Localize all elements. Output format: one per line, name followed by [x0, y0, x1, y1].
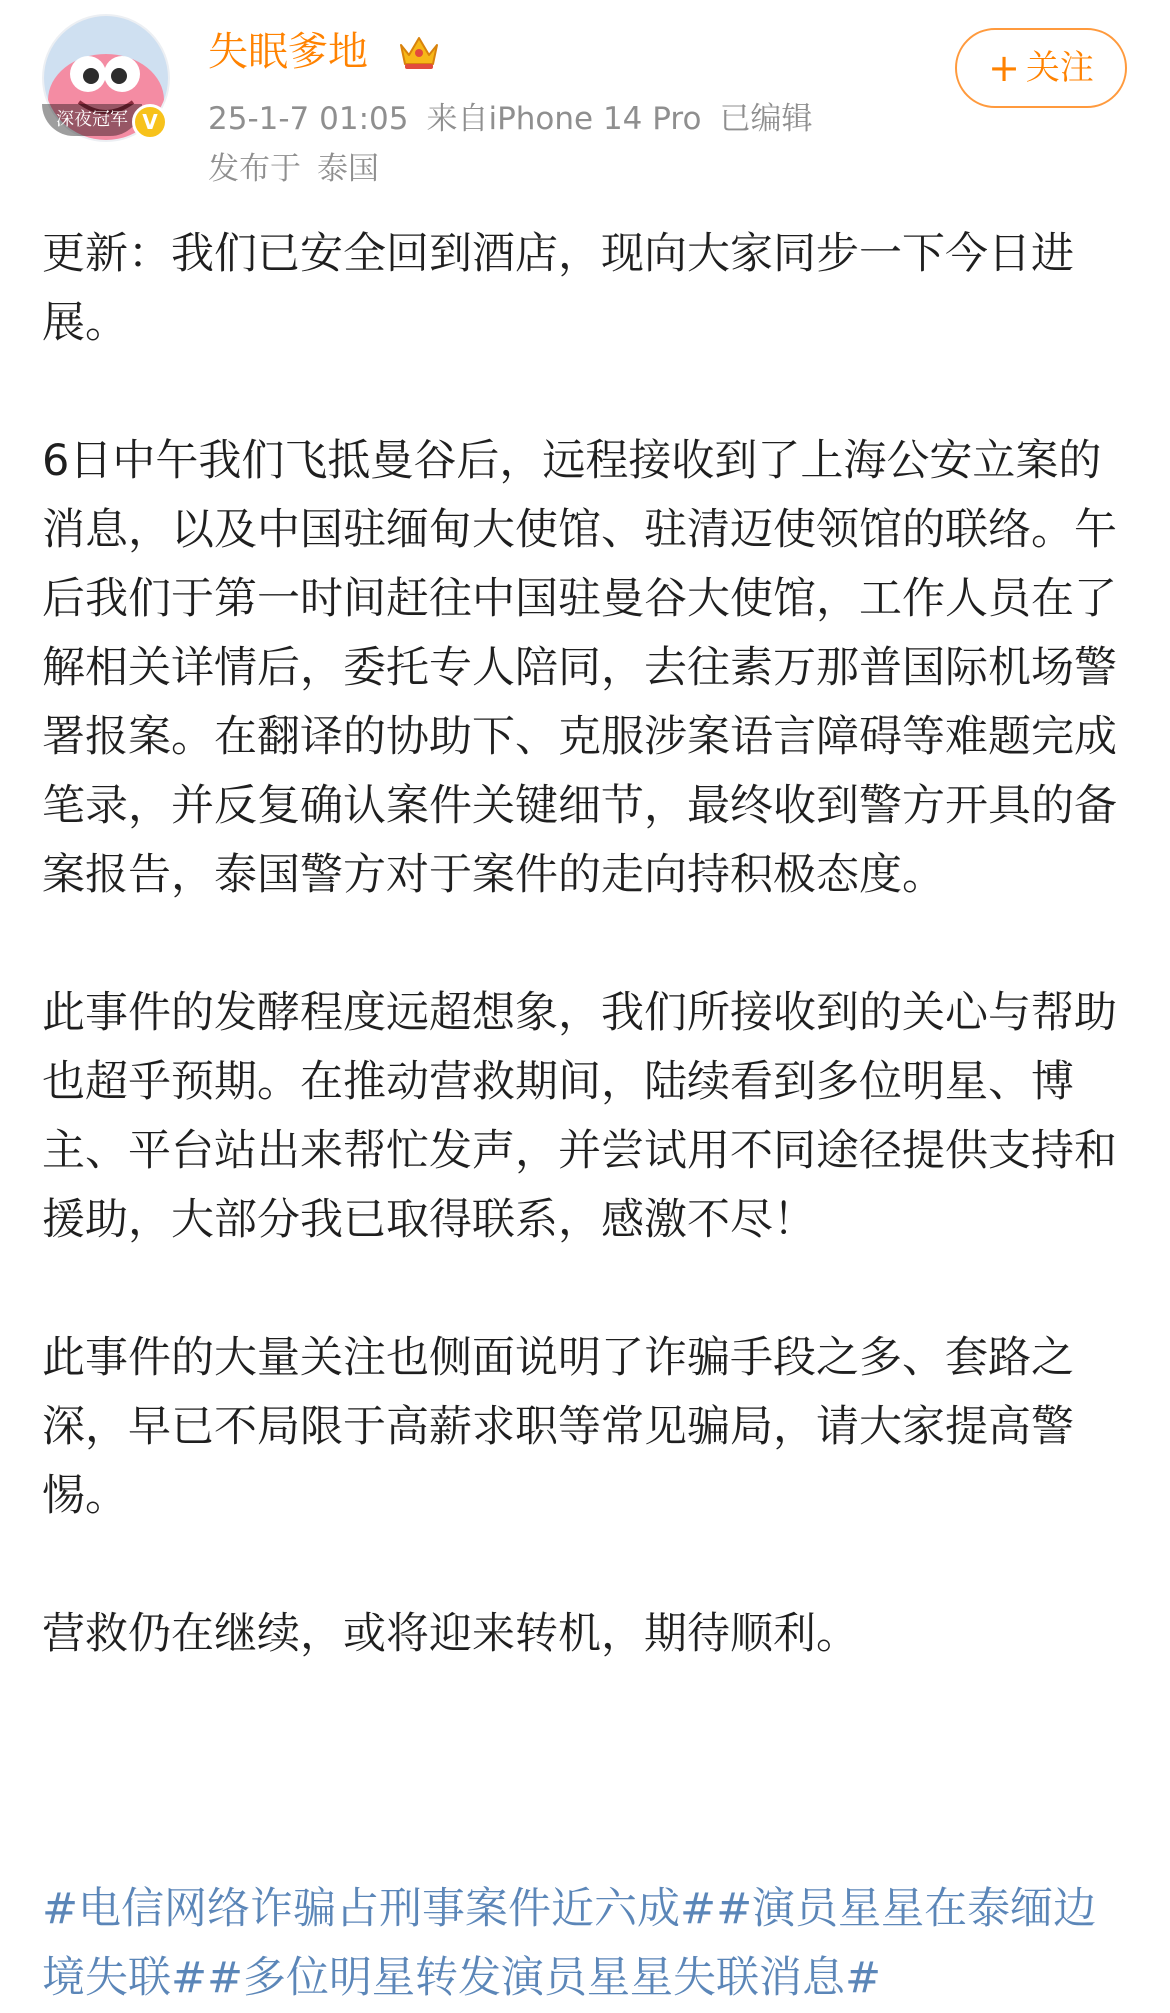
- follow-button[interactable]: [955, 28, 1127, 108]
- location-place: 泰国: [317, 151, 379, 187]
- post-location: [208, 150, 395, 188]
- crown-icon: [398, 34, 440, 72]
- avatar-badge: 深夜冠军: [42, 104, 142, 136]
- location-prefix: 发布于: [208, 151, 301, 187]
- post-paragraph: 更新：我们已安全回到酒店，现向大家同步一下今日进展。: [42, 229, 1074, 348]
- username[interactable]: 失眠爹地: [208, 29, 368, 75]
- hashtag-link[interactable]: #电信网络诈骗占刑事案件近六成#: [42, 1884, 717, 1934]
- post-source: 来自iPhone 14 Pro: [426, 101, 702, 137]
- hashtag-list: [42, 1875, 1132, 2013]
- post-content: [42, 220, 1132, 1738]
- post-paragraph: 营救仍在继续，或将迎来转机，期待顺利。: [42, 1609, 859, 1659]
- hashtag-link[interactable]: #多位明星转发演员星星失联消息#: [207, 1953, 882, 2003]
- verified-icon: V: [132, 104, 168, 140]
- post-paragraph: 6日中午我们飞抵曼谷后，远程接收到了上海公安立案的消息，以及中国驻缅甸大使馆、驻清迈使领馆的联络。午后我们于第一时间赶往中国驻曼谷大使馆，工作人员在了解相关详情后，委托专人陪同，去往素万那普国际机场警署报案。在翻译的协助下、克服涉案语言障碍等难题完成笔录，并反复确认案件关键细节，最终收到警方开具的备案报告，泰国警方对于案件的走向持积极态度。: [42, 436, 1117, 900]
- follow-button-label: 关注: [1025, 48, 1094, 88]
- post-time: 25-1-7 01:05: [208, 101, 409, 137]
- post-edited: 已编辑: [719, 101, 813, 137]
- post-paragraph: 此事件的发酵程度远超想象，我们所接收到的关心与帮助也超乎预期。在推动营救期间，陆续看到多位明星、博主、平台站出来帮忙发声，并尝试用不同途径提供支持和援助，大部分我已取得联系，感激不尽！: [42, 988, 1117, 1245]
- plus-icon: +: [988, 46, 1020, 90]
- post-paragraph: 此事件的大量关注也侧面说明了诈骗手段之多、套路之深，早已不局限于高薪求职等常见骗局，请大家提高警惕。: [42, 1333, 1074, 1521]
- post-meta: [208, 100, 830, 138]
- post-header: [0, 0, 1170, 190]
- hashtag-link[interactable]: #演员星星在泰缅边境失联#: [42, 1884, 1097, 2003]
